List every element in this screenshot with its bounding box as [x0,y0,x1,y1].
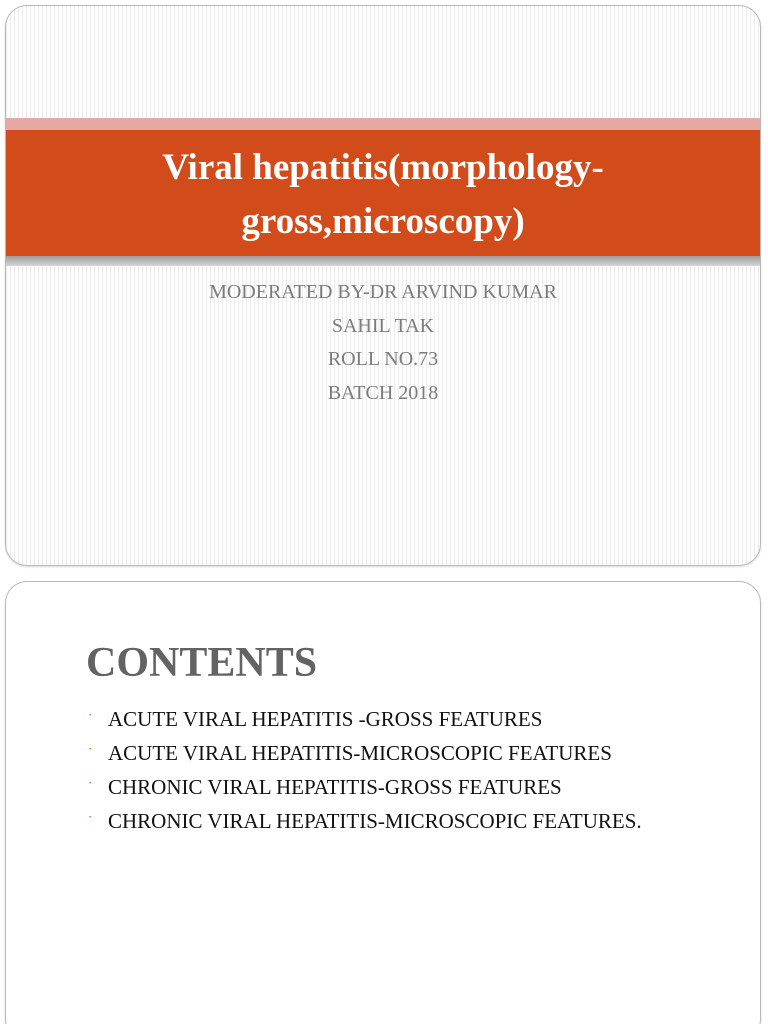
bullet-icon: · [88,775,93,790]
contents-list [84,702,642,838]
bullet-icon: · [88,741,93,756]
bullet-icon: · [88,707,93,722]
list-item-text: CHRONIC VIRAL HEPATITIS-GROSS FEATURES [108,775,562,799]
contents-heading: CONTENTS [86,640,318,686]
author-line: SAHIL TAK [331,314,435,337]
slide-title: Viral hepatitis(morphology-gross,microscopy) [162,147,604,242]
list-item [84,736,642,770]
subtitle-block [6,276,760,410]
list-item [84,702,642,736]
title-band [6,130,760,256]
title-band-shadow [6,256,760,266]
list-item [84,804,642,838]
title-slide [5,5,761,566]
contents-slide [5,581,761,1024]
batch-line: BATCH 2018 [327,381,439,404]
list-item-text: ACUTE VIRAL HEPATITIS-MICROSCOPIC FEATURES [108,741,612,765]
list-item [84,770,642,804]
list-item-text: CHRONIC VIRAL HEPATITIS-MICROSCOPIC FEATURES. [108,809,642,833]
roll-number-line: ROLL NO.73 [327,348,439,370]
moderator-line: MODERATED BY-DR ARVIND KUMAR [209,281,557,303]
list-item-text: ACUTE VIRAL HEPATITIS -GROSS FEATURES [108,707,543,731]
title-band-highlight [6,118,760,130]
bullet-icon: · [88,809,93,824]
